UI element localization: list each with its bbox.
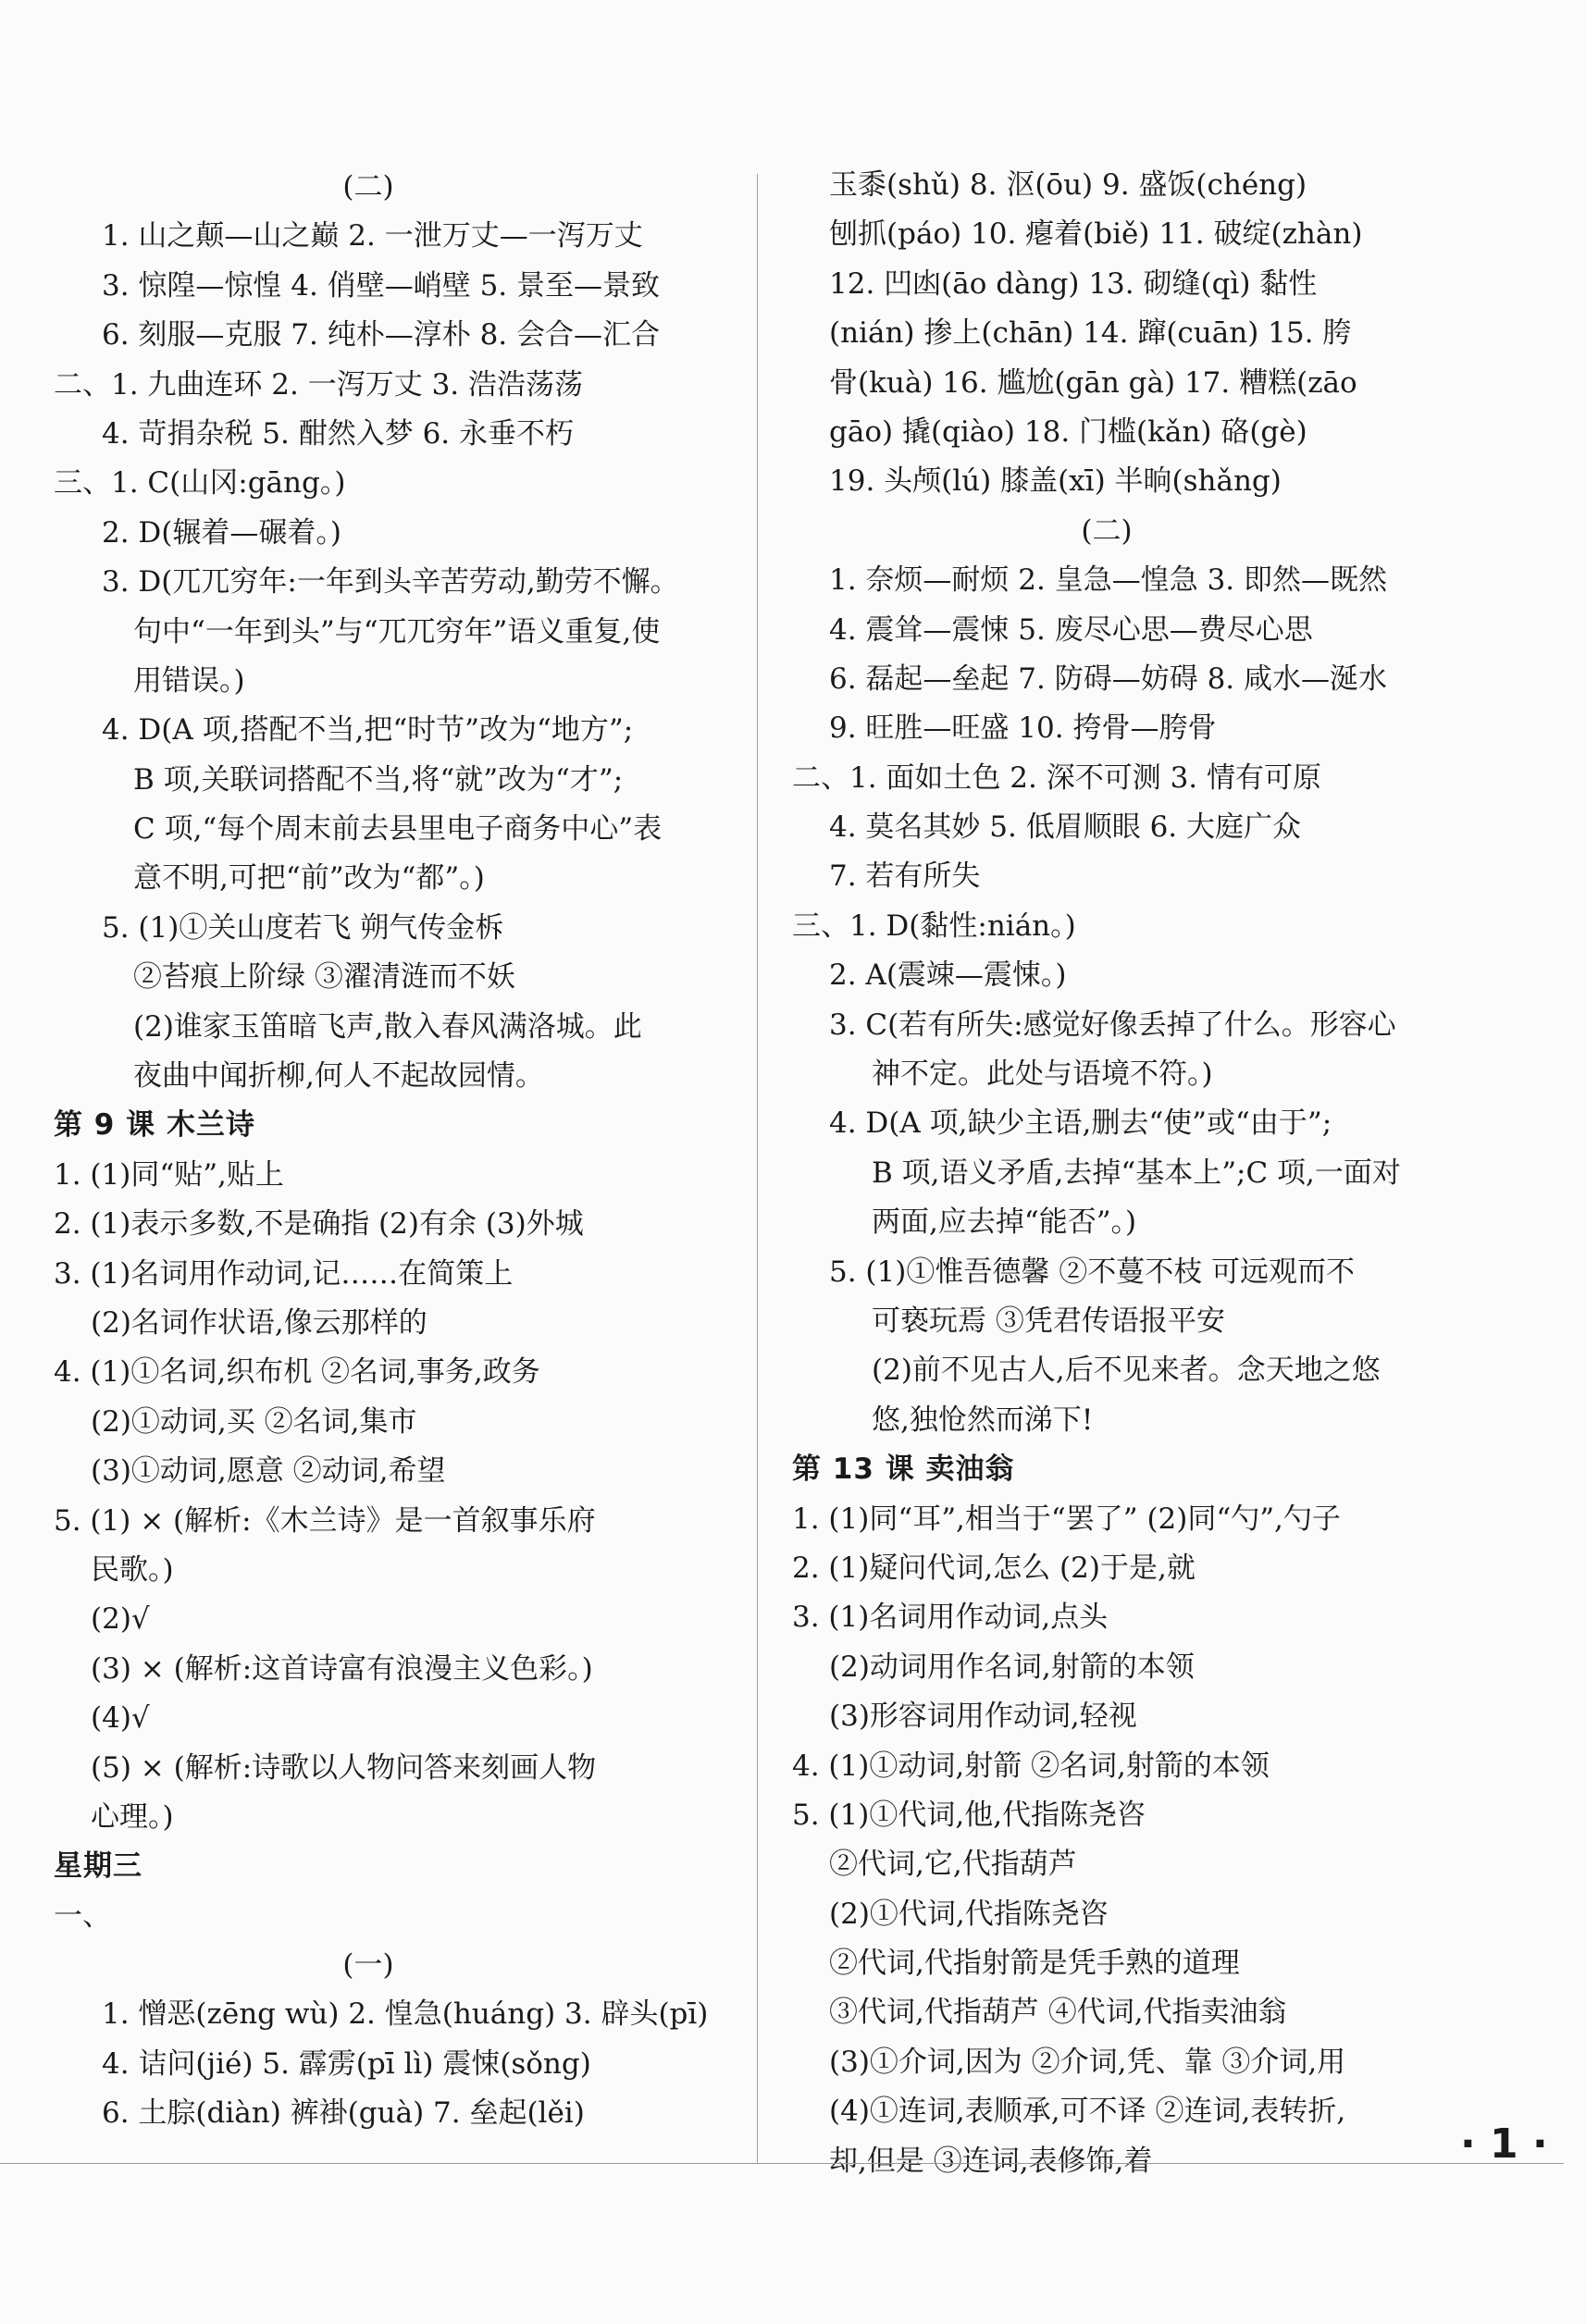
answer-line: 三、1. C(山冈:gāng。) [54,466,346,501]
answer-line: 1. (1)同“贴”,贴上 [54,1157,284,1192]
answer-line: 三、1. D(黏性:nián。) [792,909,1076,943]
answer-line: 3. 惊隍—惊惶 4. 俏壁—峭壁 5. 景至—景致 [102,268,661,303]
answer-line: (3)形容词用作动词,轻视 [829,1700,1137,1734]
answer-line: (2)谁家玉笛暗飞声,散入春风满洛城。此 [133,1009,642,1044]
answer-line: (2)前不见古人,后不见来者。念天地之悠 [872,1354,1381,1388]
answer-line: 悠,独怆然而涕下! [872,1403,1094,1437]
answer-line: 民歌。) [91,1552,174,1587]
answer-line: (3) × (解析:这首诗富有浪漫主义色彩。) [91,1651,593,1686]
answer-line: ②苔痕上阶绿 ③濯清涟而不妖 [133,960,515,995]
section-heading: 第 9 课 木兰诗 [54,1108,255,1143]
answer-line: (4)√ [91,1701,150,1736]
answer-line: 玉黍(shǔ) 8. 沤(ōu) 9. 盛饭(chéng) [829,168,1307,202]
answer-line: 1. 山之颠—山之巅 2. 一泄万丈—一泻万丈 [102,219,643,253]
answer-line: 9. 旺胜—旺盛 10. 挎骨—胯骨 [829,711,1217,746]
answer-line: (4)①连词,表顺承,可不译 ②连词,表转折, [829,2095,1346,2129]
answer-line: 二、1. 面如土色 2. 深不可测 3. 情有可原 [792,760,1321,795]
left-column [54,163,720,2139]
answer-line: 意不明,可把“前”改为“都”。) [133,861,485,896]
answer-line: 6. 土腙(diàn) 裤褂(guà) 7. 垒起(lěi) [102,2096,585,2131]
answer-line: 神不定。此处与语境不符。) [872,1057,1213,1092]
answer-line: 12. 凹凼(āo dàng) 13. 砌缝(qì) 黏性 [829,266,1318,301]
answer-line: 1. 奈烦—耐烦 2. 皇急—惶急 3. 即然—既然 [829,563,1388,598]
answer-line: 2. A(震竦—震悚。) [829,958,1067,993]
answer-line: 可亵玩焉 ③凭君传语报平安 [872,1304,1225,1338]
answer-line: (2)√ [91,1602,150,1637]
answer-line: gāo) 撬(qiào) 18. 门槛(kǎn) 硌(gè) [829,414,1307,449]
answer-line: (3)①介词,因为 ②介词,凭、靠 ③介词,用 [829,2045,1346,2079]
answer-line: 骨(kuà) 16. 尴尬(gān gà) 17. 糟糕(zāo [829,365,1357,400]
answer-line: 5. (1)①关山度若飞 朔气传金柝 [102,910,504,945]
answer-line: 4. 苛捐杂税 5. 酣然入梦 6. 永垂不朽 [102,416,575,451]
section-heading: 第 13 课 卖油翁 [792,1452,1015,1487]
answer-line: 6. 刻服—克服 7. 纯朴—淳朴 8. 会合—汇合 [102,318,661,352]
answer-line: 3. (1)名词用作动词,点头 [792,1601,1109,1635]
answer-line: 2. (1)表示多数,不是确指 (2)有余 (3)外城 [54,1207,584,1242]
answer-line: (2)动词用作名词,射箭的本领 [829,1650,1195,1684]
answer-line: C 项,“每个周末前去县里电子商务中心”表 [133,812,663,847]
answer-line: 夜曲中闻折柳,何人不起故园情。 [133,1059,544,1094]
answer-line: 4. (1)①名词,织布机 ②名词,事务,政务 [54,1355,540,1390]
answer-line: 一、 [54,1898,111,1933]
answer-line: 3. D(兀兀穷年:一年到头辛苦劳动,勤劳不懈。 [102,565,679,600]
answer-line: (3)①动词,愿意 ②动词,希望 [91,1454,446,1489]
section-heading: 星期三 [54,1849,142,1884]
answer-line: ③代词,代指葫芦 ④代词,代指卖油翁 [829,1996,1287,2030]
answer-line: (二) [1081,513,1133,548]
answer-line: 2. (1)疑问代词,怎么 (2)于是,就 [792,1551,1196,1585]
answer-line: B 项,关联词搭配不当,将“就”改为“才”; [133,762,624,797]
answer-line: 4. 诘问(jié) 5. 霹雳(pī lì) 震悚(sǒng) [102,2046,591,2081]
answer-line: 4. 莫名其妙 5. 低眉顺眼 6. 大庭广众 [829,810,1302,845]
answer-line: 4. D(A 项,搭配不当,把“时节”改为“地方”; [102,713,634,748]
answer-line: (一) [342,1948,394,1983]
answer-line: 用错误。) [133,663,245,698]
answer-line: (2)①代词,代指陈尧咨 [829,1897,1109,1931]
answer-line: 3. C(若有所失:感觉好像丢掉了什么。形容心 [829,1007,1396,1042]
answer-line: 刨抓(páo) 10. 瘪着(biě) 11. 破绽(zhàn) [829,217,1363,252]
answer-line: 心理。) [91,1799,174,1834]
page-number: · 1 · [1460,2120,1548,2168]
column-divider [757,174,758,2163]
answer-line: 4. (1)①动词,射箭 ②名词,射箭的本领 [792,1749,1270,1783]
answer-line: 句中“一年到头”与“兀兀穷年”语义重复,使 [133,614,661,649]
answer-line: 1. (1)同“耳”,相当于“罢了” (2)同“勺”,勺子 [792,1502,1341,1536]
answer-line: 4. D(A 项,缺少主语,删去“使”或“由于”; [829,1106,1332,1141]
answer-line: (nián) 掺上(chān) 14. 蹿(cuān) 15. 胯 [829,316,1352,351]
answer-line: 5. (1) × (解析:《木兰诗》是一首叙事乐府 [54,1503,596,1538]
answer-line: (二) [342,170,394,204]
answer-line: 19. 头颅(lú) 膝盖(xī) 半晌(shǎng) [829,464,1282,499]
answer-line: 1. 憎恶(zēng wù) 2. 惶急(huáng) 3. 辟头(pī) [102,1997,709,2032]
answer-line: (2)名词作状语,像云那样的 [91,1305,427,1340]
answer-line: (2)①动词,买 ②名词,集市 [91,1404,417,1439]
answer-line: 4. 震耸—震悚 5. 废尽心思—费尽心思 [829,612,1313,647]
answer-line: 二、1. 九曲连环 2. 一泻万丈 3. 浩浩荡荡 [54,367,583,402]
answer-line: 3. (1)名词用作动词,记……在简策上 [54,1256,514,1291]
answer-line: 两面,应去掉“能否”。) [872,1205,1137,1240]
answer-line: (5) × (解析:诗歌以人物问答来刻画人物 [91,1750,597,1785]
answer-line: 7. 若有所失 [829,859,981,894]
answer-line: B 项,语义矛盾,去掉“基本上”;C 项,一面对 [872,1156,1401,1190]
answer-line: 2. D(辗着—碾着。) [102,515,341,550]
answer-line: ②代词,它,代指葫芦 [829,1848,1077,1882]
answer-line: 6. 磊起—垒起 7. 防碍—妨碍 8. 咸水—涎水 [829,661,1388,696]
answer-line: 却,但是 ③连词,表修饰,着 [829,2144,1153,2178]
footer-rule [0,2163,1564,2164]
right-column [792,161,1458,2186]
answer-line: 5. (1)①代词,他,代指陈尧咨 [792,1798,1146,1832]
answer-line: ②代词,代指射箭是凭手熟的道理 [829,1947,1240,1981]
answer-line: 5. (1)①惟吾德馨 ②不蔓不枝 可远观而不 [829,1255,1356,1289]
